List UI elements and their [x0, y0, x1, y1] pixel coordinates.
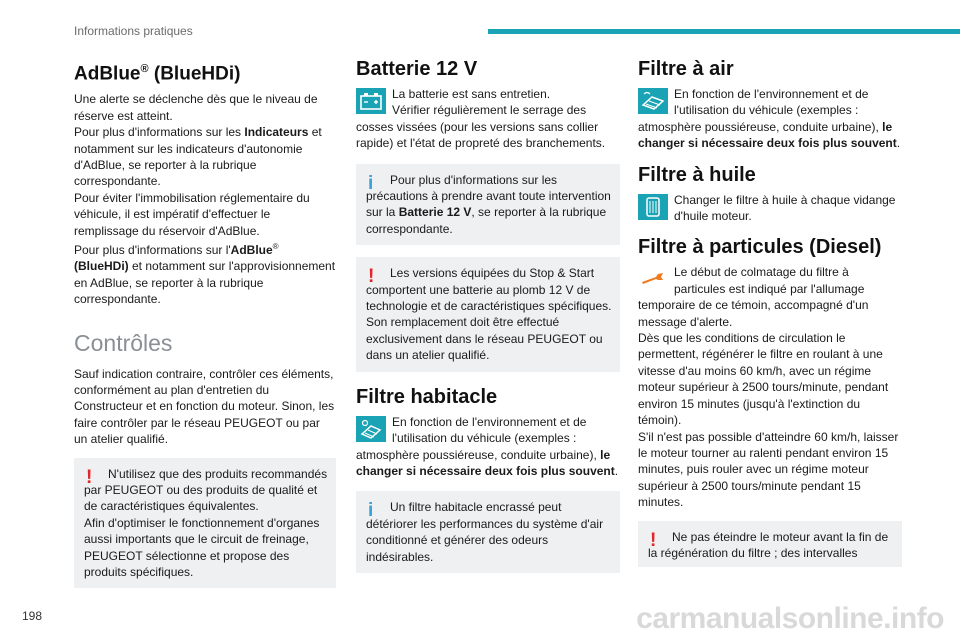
- warning-text-1: N'utilisez que des produits recommandés par PEUGEOT ou des produits de qualité et de caractéristiques équivalentes.: [84, 466, 328, 514]
- adblue-heading: AdBlue® (BlueHDi): [74, 63, 241, 85]
- particle-filter-heading: Filtre à particules (Diesel): [638, 236, 882, 259]
- adblue-text-1: Une alerte se déclenche dès que le niveau de réserve est atteint.: [74, 92, 318, 123]
- air-filter-heading: Filtre à air: [638, 58, 734, 80]
- column-right: [638, 58, 902, 567]
- controles-heading: Contrôles: [74, 329, 173, 356]
- adblue-text-2: Pour plus d'informations sur les Indicateurs et notamment sur les indicateurs d'autonomie d'AdBlue, se reporter à la rubrique correspondante.: [74, 125, 322, 189]
- warning-text-2: Afin d'optimiser le fonctionnement d'organes aussi importants que le circuit de freinage, PEUGEOT sélectionne et propose des produits spécifiques.: [84, 515, 320, 580]
- section-title: Informations pratiques: [74, 24, 193, 38]
- batterie-section: [356, 86, 620, 152]
- particle-filter-text-1: Le début de colmatage du filtre à particules est indiqué par l'allumage temporaire de ce témoin, accompagné d'un message d'alerte.: [638, 265, 869, 329]
- info-box-batterie: [356, 164, 620, 246]
- particle-filter-text-3: S'il n'est pas possible d'atteindre 60 km/h, laisser le moteur tourner au ralenti pendant environ 15 minutes, puis rouler avec un régime moteur supérieur à 2500 tours/minute pendant 15 minutes.: [638, 429, 899, 510]
- air-filter-text: En fonction de l'environnement et de l'utilisation du véhicule (exemples : atmosphère poussiéreuse, conduite urbaine), le changer si nécessaire deux fois plus souvent.: [638, 87, 901, 151]
- cabin-filter-icon: [356, 416, 386, 442]
- warning-box-regeneration: [638, 521, 902, 567]
- watermark: carmanualsonline.info: [636, 602, 944, 635]
- info-box-habitacle: [356, 491, 620, 573]
- warning-icon: !: [368, 266, 375, 288]
- oil-filter-text: Changer le filtre à huile à chaque vidange d'huile moteur.: [674, 192, 896, 224]
- warning-icon: !: [86, 466, 93, 488]
- info-text-habitacle: Un filtre habitacle encrassé peut détériorer les performances du système d'air conditionné et générer des odeurs indésirables.: [366, 500, 604, 564]
- adblue-text-3: Pour éviter l'immobilisation réglementaire du véhicule, il est impératif d'effectuer le remplissage du réservoir d'AdBlue.: [74, 190, 310, 238]
- wrench-icon: [638, 266, 668, 292]
- habitacle-heading: Filtre habitacle: [356, 385, 498, 408]
- battery-icon: [356, 88, 386, 114]
- info-icon: i: [368, 172, 374, 194]
- batterie-heading: Batterie 12 V: [356, 58, 478, 80]
- warning-text-stopstart-2: Son remplacement doit être effectué exclusivement dans le réseau PEUGEOT ou dans un atelier qualifié.: [366, 315, 603, 363]
- batterie-text-1: La batterie est sans entretien.: [392, 87, 551, 101]
- habitacle-section: [356, 414, 620, 480]
- particle-filter-section: [638, 264, 902, 510]
- warning-box-products: [74, 458, 336, 589]
- oil-filter-heading: Filtre à huile: [638, 163, 756, 186]
- air-filter-icon: [638, 88, 668, 114]
- column-left: [74, 58, 336, 588]
- particle-filter-text-2: Dès que les conditions de circulation le permettent, régénérer le filtre en roulant à une vitesse d'au moins 60 km/h, avec un régime moteur supérieur à 2500 tours/minute, pendant environ 15 minutes (jusqu'à l'extinction du témoin).: [638, 331, 889, 428]
- info-text-batterie: Pour plus d'informations sur les précautions à prendre avant toute intervention sur la Batterie 12 V, se reporter à la rubrique correspondante.: [366, 172, 611, 236]
- info-icon: i: [368, 500, 374, 522]
- controles-text: Sauf indication contraire, contrôler ces éléments, conformément au plan d'entretien du Constructeur et en fonction du moteur. Sinon, les faire contrôler par le réseau PEUGEOT ou par un atelier qualifié.: [74, 366, 335, 447]
- adblue-text-4: Pour plus d'informations sur l'AdBlue® (BlueHDi) et notamment sur l'approvisionnement en AdBlue, se reporter à la rubrique correspondante.: [74, 241, 336, 307]
- warning-box-stopstart: [356, 257, 620, 371]
- warning-icon: !: [650, 529, 657, 551]
- oil-filter-section: [638, 192, 902, 225]
- warning-text-stopstart-1: Les versions équipées du Stop & Start comportent une batterie au plomb 12 V de technologie et de caractéristiques spécifiques.: [366, 266, 612, 314]
- batterie-text-2: Vérifier régulièrement le serrage des cosses vissées (pour les versions sans collier rapide) et l'état de propreté des branchements.: [356, 103, 606, 151]
- column-middle: [356, 58, 620, 573]
- header-accent-bar: [488, 29, 960, 34]
- warning-text-regeneration: Ne pas éteindre le moteur avant la fin de la régénération du filtre ; des intervalles: [648, 529, 889, 560]
- oil-filter-icon: [638, 194, 668, 220]
- habitacle-text: En fonction de l'environnement et de l'utilisation du véhicule (exemples : atmosphère poussiéreuse, conduite urbaine), le changer si nécessaire deux fois plus souvent.: [356, 414, 619, 478]
- air-filter-section: [638, 86, 902, 152]
- page-number: 198: [22, 609, 43, 623]
